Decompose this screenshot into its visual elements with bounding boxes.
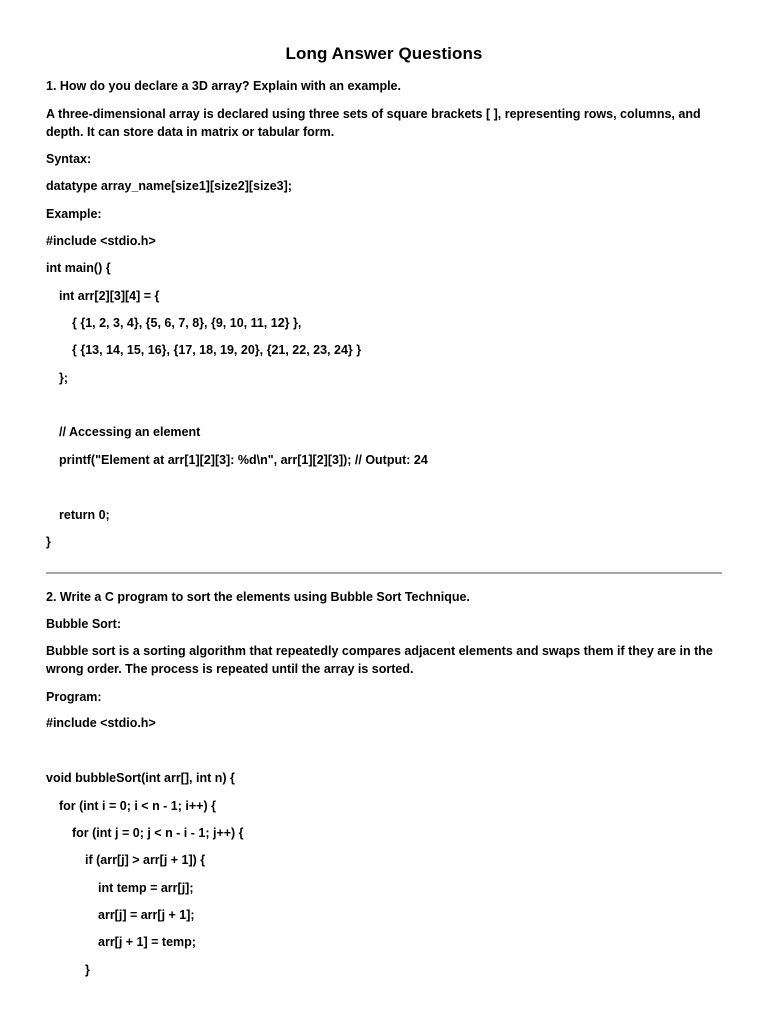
q1-answer-paragraph: A three-dimensional array is declared using three sets of square brackets [ ], representing rows, columns, and depth. It can store data in matrix or tabular form. [46, 107, 701, 139]
q2-description-paragraph: Bubble sort is a sorting algorithm that repeatedly compares adjacent elements and swaps them if they are in the wrong order. The process is repeated until the array is sorted. [46, 644, 713, 676]
q2-code-line: if (arr[j] > arr[j + 1]) { [85, 853, 206, 867]
q1-code-line: // Accessing an element [59, 425, 201, 439]
q2-code-line: #include <stdio.h> [46, 716, 156, 730]
example-label: Example: [46, 207, 102, 221]
q2-code-line: for (int j = 0; j < n - i - 1; j++) { [72, 826, 244, 840]
q2-code-line: int temp = arr[j]; [98, 881, 194, 895]
q1-code-line: int main() { [46, 261, 111, 275]
q1-code-line: printf("Element at arr[1][2][3]: %d\n", arr[1][2][3]); // Output: 24 [59, 453, 428, 467]
q1-code-line: int arr[2][3][4] = { [59, 289, 160, 303]
q2-code-line: } [85, 963, 90, 977]
syntax-label: Syntax: [46, 152, 92, 166]
q1-code-line: }; [59, 371, 69, 385]
section-divider [46, 572, 722, 574]
q2-code-line: for (int i = 0; i < n - 1; i++) { [59, 799, 216, 813]
q1-code-line: } [46, 535, 51, 549]
q2-code-line: arr[j + 1] = temp; [98, 935, 196, 949]
syntax-line: datatype array_name[size1][size2][size3]; [46, 179, 292, 193]
q2-code-line: void bubbleSort(int arr[], int n) { [46, 771, 235, 785]
page-title: Long Answer Questions [285, 44, 483, 63]
q1-code-line: { {1, 2, 3, 4}, {5, 6, 7, 8}, {9, 10, 11, 12} }, [72, 316, 302, 330]
q1-code-line: #include <stdio.h> [46, 234, 156, 248]
question-1: 1. How do you declare a 3D array? Explain with an example. [46, 79, 401, 93]
q1-code-line: return 0; [59, 508, 110, 522]
q2-code-line: arr[j] = arr[j + 1]; [98, 908, 195, 922]
program-label: Program: [46, 690, 102, 704]
bubble-sort-label: Bubble Sort: [46, 617, 121, 631]
q1-code-line: { {13, 14, 15, 16}, {17, 18, 19, 20}, {21, 22, 23, 24} } [72, 343, 362, 357]
question-2: 2. Write a C program to sort the elements using Bubble Sort Technique. [46, 590, 470, 604]
